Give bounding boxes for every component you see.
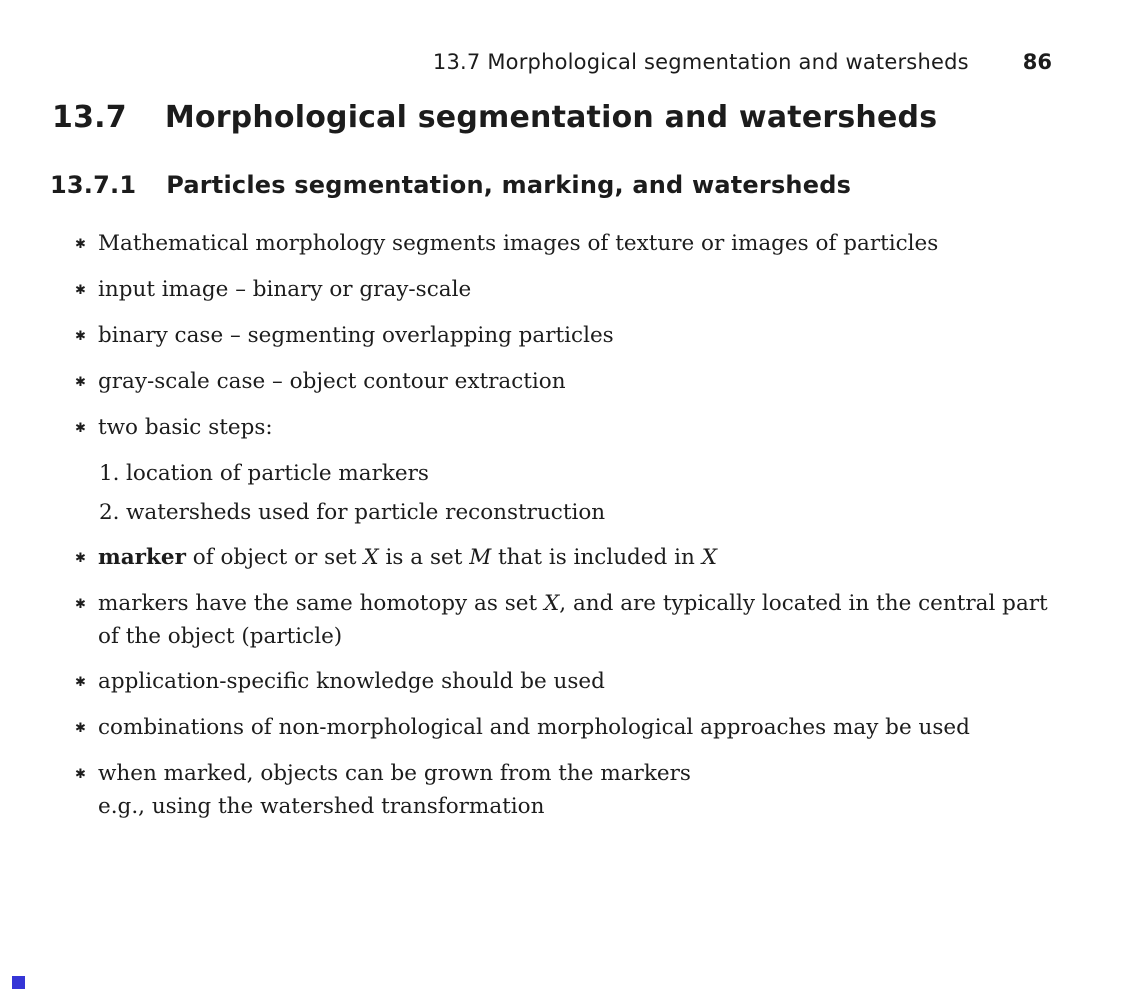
running-head-title: 13.7 Morphological segmentation and watersheds xyxy=(432,50,969,74)
step-item xyxy=(99,496,1065,529)
math-variable: X xyxy=(701,545,718,570)
bullet-list xyxy=(75,227,1065,835)
bullet-text xyxy=(98,757,1058,823)
section-heading xyxy=(52,100,937,135)
bullet-text: input image – binary or gray-scale xyxy=(98,277,472,302)
numbered-steps-list xyxy=(99,457,1065,529)
bullet-item xyxy=(75,711,1065,745)
asterisk-bullet-icon: ✱ xyxy=(75,551,86,566)
running-head xyxy=(0,50,1052,74)
asterisk-bullet-icon: ✱ xyxy=(75,597,86,612)
asterisk-bullet-icon: ✱ xyxy=(75,767,86,782)
asterisk-bullet-icon: ✱ xyxy=(75,329,86,344)
bullet-text: combinations of non-morphological and morphological approaches may be used xyxy=(98,715,970,740)
bullet-item xyxy=(75,273,1065,307)
asterisk-bullet-icon: ✱ xyxy=(75,237,86,252)
subsection-title: Particles segmentation, marking, and watersheds xyxy=(166,171,852,199)
asterisk-bullet-icon: ✱ xyxy=(75,421,86,436)
asterisk-bullet-icon: ✱ xyxy=(75,375,86,390)
bullet-item xyxy=(75,757,1065,823)
subsection-number: 13.7.1 xyxy=(50,171,137,199)
step-item xyxy=(99,457,1065,490)
bullet-text: gray-scale case – object contour extraction xyxy=(98,369,566,394)
text-segment: of object or set xyxy=(185,545,364,570)
step-text: location of particle markers xyxy=(126,461,429,486)
bold-term: marker xyxy=(98,545,186,570)
bullet-text: Mathematical morphology segments images of texture or images of particles xyxy=(98,231,939,256)
step-number: 2. xyxy=(99,500,120,525)
bullet-item xyxy=(75,665,1065,699)
bullet-item xyxy=(75,227,1065,261)
subsection-heading xyxy=(50,171,851,199)
math-variable: X xyxy=(543,591,560,616)
section-number: 13.7 xyxy=(52,100,127,135)
bullet-text: two basic steps: xyxy=(98,415,273,440)
bullet-item xyxy=(75,541,1065,575)
text-line: e.g., using the watershed transformation xyxy=(98,794,545,819)
section-title: Morphological segmentation and watersheds xyxy=(164,100,938,135)
bullet-text: binary case – segmenting overlapping particles xyxy=(98,323,614,348)
bullet-text xyxy=(98,587,1058,653)
text-segment: markers have the same homotopy as set xyxy=(98,591,544,616)
step-text: watersheds used for particle reconstruction xyxy=(126,500,606,525)
asterisk-bullet-icon: ✱ xyxy=(75,675,86,690)
text-segment: , and are typically located in the central part of the object (particle) xyxy=(98,591,1048,649)
bullet-item xyxy=(75,587,1065,653)
bullet-item xyxy=(75,365,1065,399)
asterisk-bullet-icon: ✱ xyxy=(75,283,86,298)
text-line: when marked, objects can be grown from the markers xyxy=(98,761,691,786)
bullet-item xyxy=(75,319,1065,353)
page-number: 86 xyxy=(1022,50,1052,74)
bullet-item xyxy=(75,411,1065,445)
corner-accent-square xyxy=(12,976,25,989)
bullet-text: application-specific knowledge should be used xyxy=(98,669,605,694)
math-variable: X xyxy=(363,545,379,570)
text-segment: that is included in xyxy=(491,545,702,570)
step-number: 1. xyxy=(99,461,120,486)
text-segment: is a set xyxy=(378,545,470,570)
bullet-text xyxy=(98,541,1058,575)
math-variable: M xyxy=(469,545,492,570)
asterisk-bullet-icon: ✱ xyxy=(75,721,86,736)
